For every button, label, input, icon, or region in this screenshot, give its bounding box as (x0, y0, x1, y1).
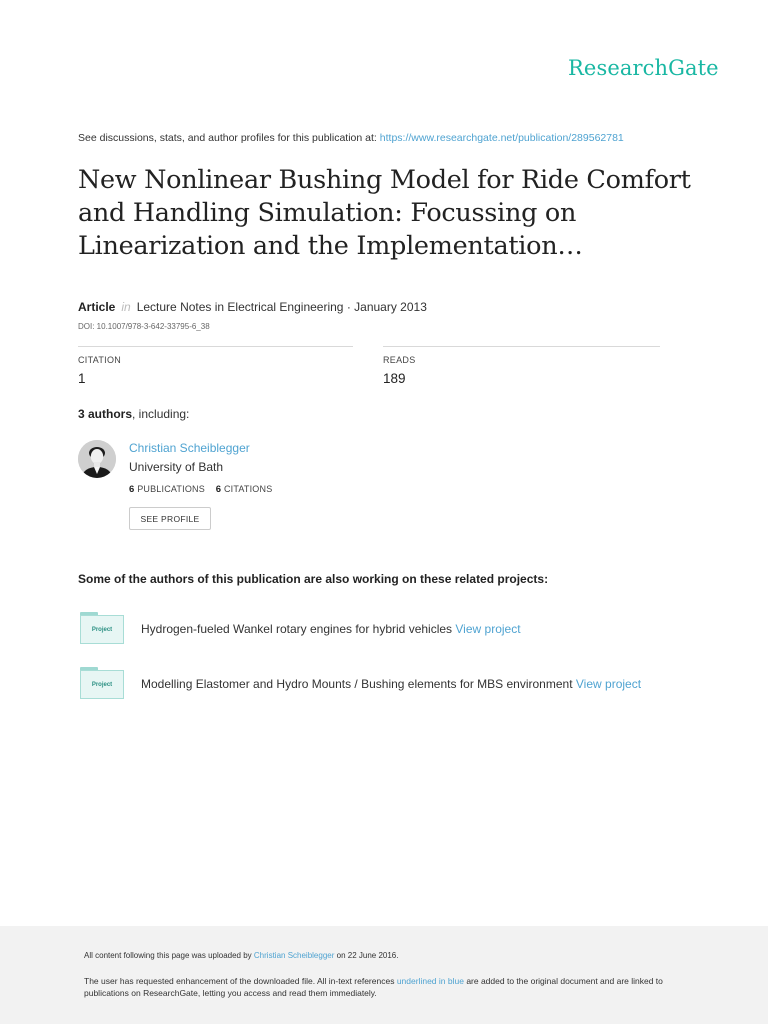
project-item (141, 677, 641, 691)
researchgate-logo[interactable]: ResearchGate (568, 56, 719, 80)
in-label: in (121, 300, 131, 314)
citation-divider (78, 346, 353, 347)
citation-label: CITATION (78, 355, 122, 365)
publications-count: 6 (129, 484, 135, 495)
project-title: Hydrogen-fueled Wankel rotary engines for hybrid vehicles (141, 622, 453, 636)
enhancement-notice (84, 975, 704, 999)
publication-venue: Lecture Notes in Electrical Engineering · January 2013 (136, 300, 427, 314)
upload-date: on 22 June 2016. (336, 951, 399, 960)
author-name[interactable]: Christian Scheiblegger (129, 441, 250, 455)
doi: DOI: 10.1007/978-3-642-33795-6_38 (78, 322, 210, 331)
notice-prefix: The user has requested enhancement of the downloaded file. All in-text references (84, 976, 395, 986)
notice-suffix: are added to the original document and are linked to publications on ResearchGate, letting you access and read them immediately. (84, 976, 663, 998)
discussion-text: See discussions, stats, and author profiles for this publication at: (78, 132, 377, 144)
footer (0, 926, 768, 1024)
author-institution: University of Bath (129, 460, 224, 474)
author-stats (129, 484, 272, 495)
publication-link[interactable]: https://www.researchgate.net/publication/289562781 (379, 132, 624, 144)
reads-count: 189 (383, 371, 406, 386)
citation-count: 1 (78, 371, 86, 386)
citations-count: 6 (215, 484, 222, 495)
project-badge: Project (80, 670, 124, 699)
projects-heading: Some of the authors of this publication are also working on these related projects: (78, 572, 549, 586)
view-project-link[interactable]: View project (575, 677, 642, 691)
project-title: Modelling Elastomer and Hydro Mounts / Bushing elements for MBS environment (141, 677, 573, 691)
project-item (141, 622, 521, 636)
see-profile-button[interactable]: SEE PROFILE (129, 507, 211, 530)
discussion-notice (78, 132, 624, 144)
title-line-1: New Nonlinear Bushing Model for Ride Comfort (78, 165, 691, 195)
authors-suffix: , including: (132, 407, 190, 421)
project-folder-icon[interactable] (80, 612, 124, 644)
author-avatar[interactable] (78, 440, 116, 478)
reads-label: READS (383, 355, 416, 365)
title-line-2: and Handling Simulation: Focussing on (78, 198, 577, 228)
project-folder-icon[interactable] (80, 667, 124, 699)
project-badge: Project (80, 615, 124, 644)
publication-title (78, 164, 718, 263)
citations-label: CITATIONS (223, 484, 273, 494)
reads-divider (383, 346, 660, 347)
publication-type: Article (78, 300, 116, 314)
authors-count: 3 authors (78, 407, 133, 421)
view-project-link[interactable]: View project (455, 622, 521, 636)
publications-label: PUBLICATIONS (137, 484, 205, 494)
publication-meta (78, 300, 427, 314)
upload-notice (84, 951, 398, 960)
underlined-link[interactable]: underlined in blue (396, 976, 464, 986)
uploader-link[interactable]: Christian Scheiblegger (253, 951, 335, 960)
author-photo-icon (78, 440, 116, 478)
upload-prefix: All content following this page was uploaded by (84, 951, 252, 960)
authors-heading (78, 407, 189, 421)
title-line-3: Linearization and the Implementation… (78, 231, 583, 261)
